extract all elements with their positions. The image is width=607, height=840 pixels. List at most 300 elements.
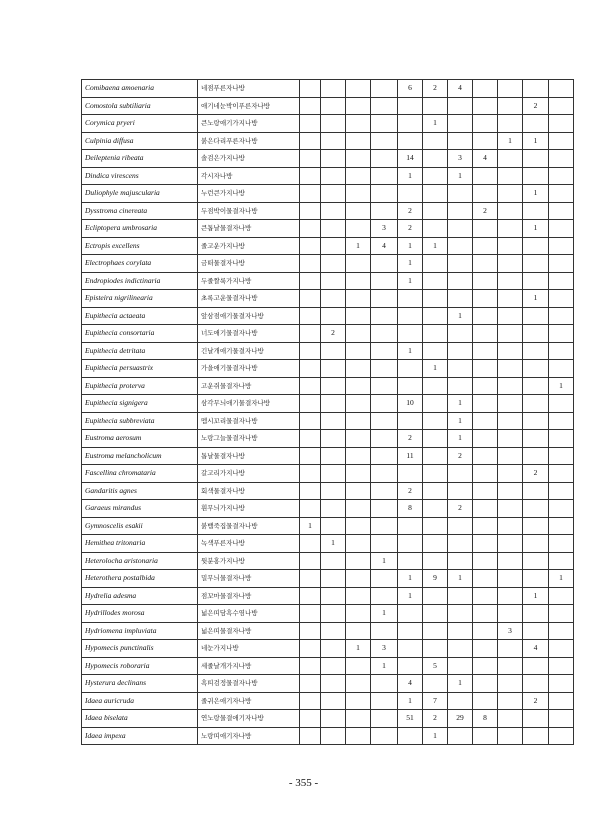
korean-name-cell: 뒷분홍가지나방: [198, 552, 300, 570]
count-cell: 1: [321, 535, 346, 553]
table-row: [82, 185, 574, 203]
count-cell: [321, 150, 346, 168]
count-cell: 1: [423, 237, 448, 255]
count-cell: [371, 482, 398, 500]
count-cell: [371, 377, 398, 395]
count-cell: [473, 360, 498, 378]
count-cell: [523, 447, 549, 465]
count-cell: [549, 430, 574, 448]
count-cell: [549, 552, 574, 570]
count-cell: 1: [549, 377, 574, 395]
count-cell: [321, 430, 346, 448]
count-cell: [523, 482, 549, 500]
count-cell: [321, 675, 346, 693]
count-cell: [398, 290, 423, 308]
count-cell: [300, 535, 321, 553]
count-cell: [423, 272, 448, 290]
count-cell: [423, 255, 448, 273]
count-cell: [523, 727, 549, 745]
count-cell: [423, 342, 448, 360]
count-cell: [473, 290, 498, 308]
count-cell: 10: [398, 395, 423, 413]
count-cell: [423, 395, 448, 413]
count-cell: [448, 325, 473, 343]
count-cell: [300, 220, 321, 238]
count-cell: [423, 97, 448, 115]
table-row: [82, 552, 574, 570]
species-table: [81, 79, 574, 745]
count-cell: [473, 482, 498, 500]
count-cell: [498, 535, 523, 553]
count-cell: 2: [398, 430, 423, 448]
scientific-name-cell: Hydrelia adesma: [82, 587, 198, 605]
count-cell: [448, 465, 473, 483]
count-cell: [423, 605, 448, 623]
count-cell: [346, 80, 371, 98]
count-cell: [346, 587, 371, 605]
count-cell: [398, 132, 423, 150]
count-cell: [523, 622, 549, 640]
count-cell: [321, 587, 346, 605]
table-row: [82, 360, 574, 378]
count-cell: [321, 727, 346, 745]
count-cell: [523, 115, 549, 133]
count-cell: [423, 377, 448, 395]
table-row: [82, 657, 574, 675]
count-cell: 9: [423, 570, 448, 588]
count-cell: [523, 552, 549, 570]
count-cell: [473, 412, 498, 430]
scientific-name-cell: Hydriomena impluviata: [82, 622, 198, 640]
scientific-name-cell: Deileptenia ribeata: [82, 150, 198, 168]
count-cell: [321, 570, 346, 588]
korean-name-cell: 긴날개애기물결자나방: [198, 342, 300, 360]
count-cell: [371, 465, 398, 483]
korean-name-cell: 두점박이물결자나방: [198, 202, 300, 220]
count-cell: [448, 272, 473, 290]
count-cell: [523, 517, 549, 535]
count-cell: [549, 290, 574, 308]
count-cell: [448, 132, 473, 150]
count-cell: [549, 517, 574, 535]
scientific-name-cell: Ectropis excellens: [82, 237, 198, 255]
count-cell: 1: [448, 412, 473, 430]
count-cell: [549, 237, 574, 255]
scientific-name-cell: Hemithea tritonaria: [82, 535, 198, 553]
species-table-container: [81, 79, 563, 745]
count-cell: [371, 500, 398, 518]
table-row: [82, 272, 574, 290]
count-cell: [398, 517, 423, 535]
count-cell: [498, 605, 523, 623]
count-cell: [498, 115, 523, 133]
korean-name-cell: 톱날물결자나방: [198, 447, 300, 465]
count-cell: [498, 377, 523, 395]
count-cell: [371, 360, 398, 378]
count-cell: [473, 132, 498, 150]
count-cell: [423, 220, 448, 238]
count-cell: [498, 202, 523, 220]
count-cell: [523, 150, 549, 168]
korean-name-cell: 노랑띠애기자나방: [198, 727, 300, 745]
count-cell: 2: [523, 97, 549, 115]
count-cell: [371, 587, 398, 605]
count-cell: [498, 640, 523, 658]
count-cell: [473, 552, 498, 570]
count-cell: [300, 710, 321, 728]
count-cell: [371, 622, 398, 640]
count-cell: 1: [346, 237, 371, 255]
count-cell: [498, 517, 523, 535]
count-cell: [549, 342, 574, 360]
count-cell: [448, 622, 473, 640]
count-cell: 2: [448, 500, 473, 518]
count-cell: [473, 500, 498, 518]
scientific-name-cell: Eupithecia consortaria: [82, 325, 198, 343]
count-cell: [300, 412, 321, 430]
count-cell: [371, 255, 398, 273]
table-row: [82, 115, 574, 133]
count-cell: 1: [423, 360, 448, 378]
count-cell: [498, 587, 523, 605]
count-cell: [498, 325, 523, 343]
count-cell: [423, 500, 448, 518]
count-cell: [473, 570, 498, 588]
count-cell: [523, 570, 549, 588]
korean-name-cell: 앞삼점애기물결자나방: [198, 307, 300, 325]
count-cell: [498, 395, 523, 413]
count-cell: [423, 447, 448, 465]
count-cell: 1: [523, 220, 549, 238]
count-cell: [448, 587, 473, 605]
count-cell: 1: [371, 552, 398, 570]
korean-name-cell: 네점푸른자나방: [198, 80, 300, 98]
scientific-name-cell: Eustroma aerosum: [82, 430, 198, 448]
count-cell: 5: [423, 657, 448, 675]
count-cell: [423, 132, 448, 150]
count-cell: [346, 115, 371, 133]
count-cell: [346, 395, 371, 413]
count-cell: [371, 342, 398, 360]
count-cell: [371, 570, 398, 588]
count-cell: [321, 710, 346, 728]
count-cell: [448, 482, 473, 500]
count-cell: [346, 535, 371, 553]
count-cell: [448, 360, 473, 378]
count-cell: [498, 150, 523, 168]
count-cell: [498, 657, 523, 675]
table-row: [82, 447, 574, 465]
count-cell: [498, 412, 523, 430]
count-cell: [321, 80, 346, 98]
count-cell: [300, 167, 321, 185]
count-cell: [300, 97, 321, 115]
count-cell: [549, 727, 574, 745]
scientific-name-cell: Dysstroma cinereata: [82, 202, 198, 220]
count-cell: [448, 220, 473, 238]
count-cell: [398, 605, 423, 623]
count-cell: [371, 185, 398, 203]
count-cell: [473, 185, 498, 203]
count-cell: 11: [398, 447, 423, 465]
count-cell: [549, 307, 574, 325]
count-cell: [473, 622, 498, 640]
count-cell: [523, 237, 549, 255]
scientific-name-cell: Corymica pryeri: [82, 115, 198, 133]
scientific-name-cell: Endropiodes indictinaria: [82, 272, 198, 290]
count-cell: [423, 675, 448, 693]
count-cell: [346, 307, 371, 325]
count-cell: 8: [398, 500, 423, 518]
korean-name-cell: 초록고운물결자나방: [198, 290, 300, 308]
count-cell: [423, 325, 448, 343]
count-cell: [549, 395, 574, 413]
count-cell: [346, 465, 371, 483]
korean-name-cell: 노랑그늘물결자나방: [198, 430, 300, 448]
count-cell: [473, 675, 498, 693]
scientific-name-cell: Hysterura declinans: [82, 675, 198, 693]
count-cell: [498, 237, 523, 255]
count-cell: [300, 255, 321, 273]
count-cell: [448, 640, 473, 658]
count-cell: [549, 360, 574, 378]
korean-name-cell: 너도애기물결자나방: [198, 325, 300, 343]
count-cell: [448, 657, 473, 675]
count-cell: [300, 622, 321, 640]
count-cell: [523, 325, 549, 343]
count-cell: [321, 657, 346, 675]
count-cell: [371, 202, 398, 220]
count-cell: [473, 237, 498, 255]
count-cell: [498, 710, 523, 728]
count-cell: [300, 185, 321, 203]
count-cell: [549, 272, 574, 290]
count-cell: 1: [398, 272, 423, 290]
korean-name-cell: 넓은띠물결자나방: [198, 622, 300, 640]
count-cell: [321, 115, 346, 133]
count-cell: [523, 342, 549, 360]
count-cell: [498, 675, 523, 693]
count-cell: [498, 482, 523, 500]
count-cell: [321, 377, 346, 395]
count-cell: [300, 290, 321, 308]
scientific-name-cell: Comibaena amoenaria: [82, 80, 198, 98]
count-cell: 1: [398, 237, 423, 255]
count-cell: [498, 447, 523, 465]
count-cell: 1: [549, 570, 574, 588]
korean-name-cell: 붉뱀죽집물결자나방: [198, 517, 300, 535]
count-cell: [346, 412, 371, 430]
count-cell: [346, 272, 371, 290]
count-cell: [473, 430, 498, 448]
korean-name-cell: 네눈가지나방: [198, 640, 300, 658]
count-cell: [321, 272, 346, 290]
count-cell: [346, 255, 371, 273]
species-table-body: [82, 80, 574, 745]
count-cell: 2: [523, 465, 549, 483]
korean-name-cell: 삼각무늬애기물결자나방: [198, 395, 300, 413]
count-cell: [346, 342, 371, 360]
table-row: [82, 167, 574, 185]
count-cell: [549, 220, 574, 238]
count-cell: [321, 395, 346, 413]
scientific-name-cell: Comostola subtiliaria: [82, 97, 198, 115]
count-cell: 29: [448, 710, 473, 728]
count-cell: [448, 517, 473, 535]
count-cell: [498, 290, 523, 308]
count-cell: [321, 692, 346, 710]
count-cell: [300, 395, 321, 413]
count-cell: [398, 360, 423, 378]
count-cell: 1: [398, 587, 423, 605]
korean-name-cell: 금떠물결자나방: [198, 255, 300, 273]
count-cell: [523, 360, 549, 378]
count-cell: [498, 552, 523, 570]
count-cell: 1: [448, 395, 473, 413]
korean-name-cell: 고운쥐물결자나방: [198, 377, 300, 395]
count-cell: [300, 675, 321, 693]
count-cell: [321, 482, 346, 500]
count-cell: [321, 500, 346, 518]
table-row: [82, 500, 574, 518]
count-cell: [346, 150, 371, 168]
count-cell: 51: [398, 710, 423, 728]
count-cell: [523, 605, 549, 623]
count-cell: [549, 202, 574, 220]
count-cell: [346, 692, 371, 710]
count-cell: [498, 570, 523, 588]
page-number: - 355 -: [288, 777, 319, 789]
count-cell: [549, 605, 574, 623]
count-cell: [371, 395, 398, 413]
count-cell: [300, 605, 321, 623]
scientific-name-cell: Gandaritis agnes: [82, 482, 198, 500]
table-row: [82, 395, 574, 413]
count-cell: [346, 727, 371, 745]
count-cell: [423, 202, 448, 220]
count-cell: [321, 202, 346, 220]
count-cell: [448, 692, 473, 710]
count-cell: 1: [398, 692, 423, 710]
scientific-name-cell: Dindica virescens: [82, 167, 198, 185]
scientific-name-cell: Eupithecia proterva: [82, 377, 198, 395]
count-cell: [300, 430, 321, 448]
count-cell: [549, 167, 574, 185]
count-cell: [300, 115, 321, 133]
count-cell: [398, 377, 423, 395]
count-cell: 1: [523, 185, 549, 203]
count-cell: [321, 622, 346, 640]
count-cell: [300, 552, 321, 570]
count-cell: 1: [448, 430, 473, 448]
count-cell: [423, 167, 448, 185]
korean-name-cell: 멤시꼬리물결자나방: [198, 412, 300, 430]
scientific-name-cell: Hypomecis roboraria: [82, 657, 198, 675]
count-cell: [371, 307, 398, 325]
count-cell: [523, 272, 549, 290]
count-cell: [549, 692, 574, 710]
korean-name-cell: 각시자나방: [198, 167, 300, 185]
count-cell: [473, 605, 498, 623]
count-cell: [498, 220, 523, 238]
count-cell: [398, 325, 423, 343]
table-row: [82, 220, 574, 238]
count-cell: [448, 185, 473, 203]
scientific-name-cell: Culpinia diffusa: [82, 132, 198, 150]
count-cell: [549, 255, 574, 273]
scientific-name-cell: Electrophaes corylata: [82, 255, 198, 273]
scientific-name-cell: Idaea biselata: [82, 710, 198, 728]
count-cell: [300, 727, 321, 745]
count-cell: [398, 657, 423, 675]
count-cell: [321, 465, 346, 483]
count-cell: 4: [473, 150, 498, 168]
table-row: [82, 97, 574, 115]
count-cell: [371, 272, 398, 290]
table-row: [82, 237, 574, 255]
count-cell: 1: [448, 167, 473, 185]
count-cell: 4: [398, 675, 423, 693]
korean-name-cell: 가을애기물결자나방: [198, 360, 300, 378]
count-cell: [423, 150, 448, 168]
count-cell: 1: [448, 307, 473, 325]
korean-name-cell: 회색물결자나방: [198, 482, 300, 500]
count-cell: [346, 605, 371, 623]
count-cell: [549, 710, 574, 728]
count-cell: [300, 692, 321, 710]
count-cell: [473, 377, 498, 395]
count-cell: [523, 307, 549, 325]
count-cell: [498, 465, 523, 483]
count-cell: [321, 290, 346, 308]
count-cell: [300, 80, 321, 98]
count-cell: 2: [523, 692, 549, 710]
count-cell: [523, 395, 549, 413]
count-cell: [321, 640, 346, 658]
count-cell: [346, 220, 371, 238]
count-cell: [523, 657, 549, 675]
korean-name-cell: 누런큰가지나방: [198, 185, 300, 203]
table-row: [82, 412, 574, 430]
count-cell: [448, 202, 473, 220]
count-cell: 1: [523, 587, 549, 605]
scientific-name-cell: Episteira nigrilinearia: [82, 290, 198, 308]
count-cell: [473, 255, 498, 273]
count-cell: [423, 412, 448, 430]
scientific-name-cell: Eupithecia detritata: [82, 342, 198, 360]
count-cell: [371, 535, 398, 553]
count-cell: [549, 482, 574, 500]
table-row: [82, 710, 574, 728]
count-cell: [346, 325, 371, 343]
table-row: [82, 535, 574, 553]
count-cell: [321, 97, 346, 115]
korean-name-cell: 세줄날개가지나방: [198, 657, 300, 675]
count-cell: [346, 482, 371, 500]
count-cell: 3: [371, 640, 398, 658]
count-cell: 1: [371, 605, 398, 623]
count-cell: [523, 202, 549, 220]
scientific-name-cell: Heterothera postalbida: [82, 570, 198, 588]
count-cell: [473, 517, 498, 535]
count-cell: [498, 307, 523, 325]
count-cell: [371, 727, 398, 745]
scientific-name-cell: Gymnoscelis esakii: [82, 517, 198, 535]
count-cell: [371, 150, 398, 168]
count-cell: [473, 657, 498, 675]
table-row: [82, 727, 574, 745]
count-cell: [346, 167, 371, 185]
